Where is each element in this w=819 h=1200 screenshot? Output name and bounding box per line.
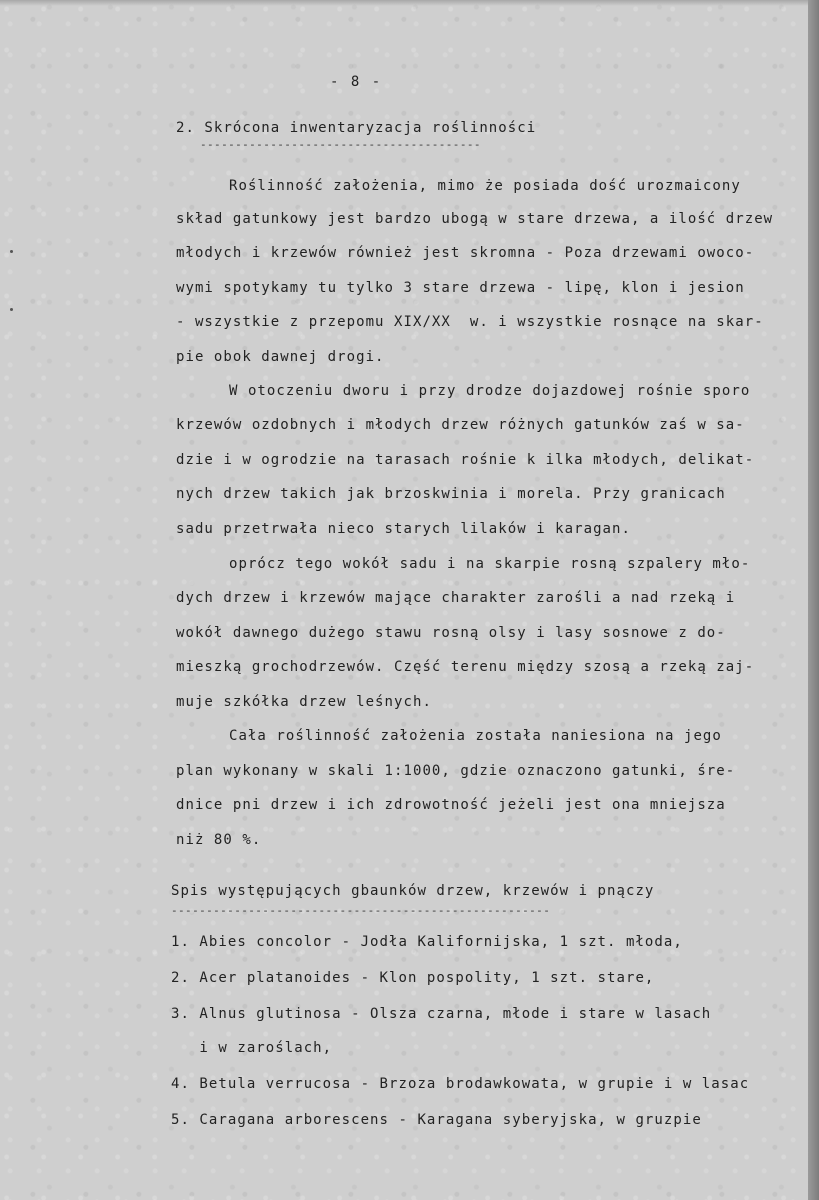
list-item-5: 5. Caragana arborescens - Karagana syberyjska, w gruzpie xyxy=(171,1112,702,1128)
list-heading: Spis występujących gbaunków drzew, krzewów i pnączy xyxy=(171,883,655,899)
body-line-6: pie obok dawnej drogi. xyxy=(176,349,385,365)
body-line-7: W otoczeniu dworu i przy drodze dojazdowej rośnie sporo xyxy=(229,383,751,399)
body-line-15: mieszką grochodrzewów. Część terenu między szosą a rzeką zaj- xyxy=(176,659,755,675)
list-item-3-continuation: i w zaroślach, xyxy=(171,1040,333,1056)
body-line-10: nych drzew takich jak brzoskwinia i morela. Przy granicach xyxy=(176,486,726,502)
body-line-18: plan wykonany w skali 1:1000, gdzie oznaczono gatunki, śre- xyxy=(176,763,736,779)
body-line-17: Cała roślinność założenia została naniesiona na jego xyxy=(229,728,722,744)
body-line-2: skład gatunkowy jest bardzo ubogą w stare drzewa, a ilość drzew xyxy=(176,211,774,227)
body-line-20: niż 80 %. xyxy=(176,832,262,848)
body-line-4: wymi spotykamy tu tylko 3 stare drzewa - lipę, klon i jesion xyxy=(176,280,745,296)
body-line-5: - wszystkie z przepomu XIX/XX w. i wszystkie rosnące na skar- xyxy=(176,314,764,330)
section-heading: 2. Skrócona inwentaryzacja roślinności xyxy=(176,120,537,136)
body-line-13: dych drzew i krzewów mające charakter zarośli a nad rzeką i xyxy=(176,590,736,606)
list-heading-underline: ------------------------------------------------------ xyxy=(171,906,551,916)
scan-speck xyxy=(10,250,13,253)
body-line-9: dzie i w ogrodzie na tarasach rośnie k ilka młodych, delikat- xyxy=(176,452,755,468)
body-line-14: wokół dawnego dużego stawu rosną olsy i lasy sosnowe z do- xyxy=(176,625,726,641)
list-item-2: 2. Acer platanoides - Klon pospolity, 1 szt. stare, xyxy=(171,970,655,986)
section-heading-underline: ---------------------------------------- xyxy=(200,140,481,150)
list-item-3: 3. Alnus glutinosa - Olsza czarna, młode i stare w lasach xyxy=(171,1006,712,1022)
body-line-19: dnice pni drzew i ich zdrowotność jeżeli jest ona mniejsza xyxy=(176,797,726,813)
body-line-12: oprócz tego wokół sadu i na skarpie rosną szpalery mło- xyxy=(229,556,751,572)
scan-speck xyxy=(10,308,13,311)
list-item-4: 4. Betula verrucosa - Brzoza brodawkowata, w grupie i w lasac xyxy=(171,1076,750,1092)
body-line-11: sadu przetrwała nieco starych lilaków i karagan. xyxy=(176,521,631,537)
page-number: - 8 - xyxy=(330,74,383,90)
list-item-1: 1. Abies concolor - Jodła Kalifornijska, 1 szt. młoda, xyxy=(171,934,683,950)
scan-right-edge xyxy=(808,0,819,1200)
body-line-8: krzewów ozdobnych i młodych drzew różnych gatunków zaś w sa- xyxy=(176,417,745,433)
scan-top-shadow xyxy=(0,0,808,6)
body-line-3: młodych i krzewów również jest skromna - Poza drzewami owoco- xyxy=(176,245,755,261)
body-line-1: Roślinność założenia, mimo że posiada dość urozmaicony xyxy=(229,178,741,194)
body-line-16: muje szkółka drzew leśnych. xyxy=(176,694,432,710)
